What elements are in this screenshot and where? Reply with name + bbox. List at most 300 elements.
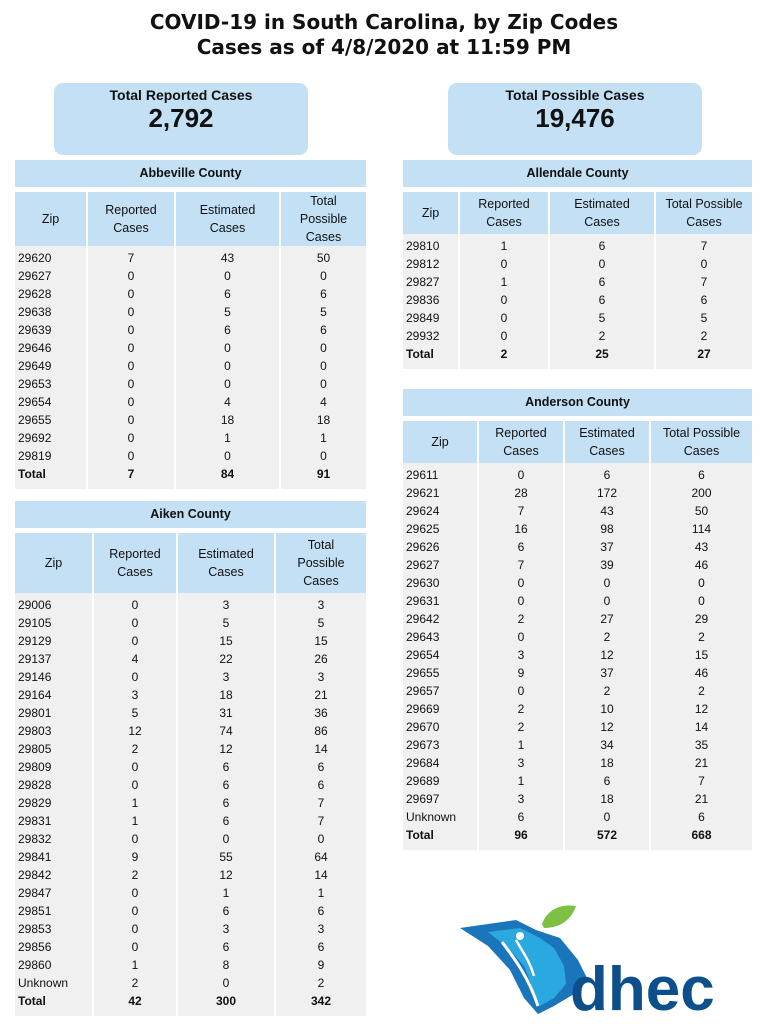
- reported-total: 2: [459, 345, 549, 363]
- column-header-row: [15, 192, 366, 246]
- total-possible-cell: 21: [694, 792, 709, 806]
- reported-cell: 0: [93, 830, 177, 848]
- table-row: [15, 830, 366, 848]
- estimated-cell: 37: [564, 664, 650, 682]
- reported-cell: 0: [87, 447, 175, 465]
- table-row: [15, 740, 366, 758]
- estimated-cell: 10: [564, 700, 650, 718]
- table-row: [15, 393, 366, 411]
- table-row: [403, 682, 752, 700]
- zip-cell: 29627: [15, 267, 87, 285]
- zip-cell: 29809: [15, 758, 93, 776]
- total-row: [15, 465, 366, 483]
- reported-cell: 0: [93, 884, 177, 902]
- table-row: [403, 718, 752, 736]
- estimated-cell: 6: [177, 938, 275, 956]
- reported-cell: 7: [478, 502, 564, 520]
- table-row: [15, 593, 366, 614]
- table-row: [403, 309, 752, 327]
- total-possible-cell: 2: [698, 684, 705, 698]
- reported-cell: 0: [87, 393, 175, 411]
- total-possible-cell: 6: [698, 468, 705, 482]
- reported-cell: 2: [478, 700, 564, 718]
- allendale-county-table: [403, 160, 752, 369]
- estimated-cell: 0: [564, 592, 650, 610]
- estimated-cell: 39: [564, 556, 650, 574]
- total-possible-cell: 2: [317, 976, 325, 990]
- reported-cell: 28: [478, 484, 564, 502]
- zip-column-header: Zip: [403, 192, 459, 234]
- estimated-cell: 0: [549, 255, 655, 273]
- end-spacer-row: [403, 363, 752, 369]
- estimated-cell: 22: [177, 650, 275, 668]
- table-row: [15, 794, 366, 812]
- total-possible-cell: 2: [700, 329, 708, 343]
- table-row: [15, 632, 366, 650]
- table-row: [403, 520, 752, 538]
- reported-cell: 0: [93, 920, 177, 938]
- estimated-total: 300: [177, 992, 275, 1010]
- table-row: [15, 447, 366, 465]
- reported-cell: 7: [87, 246, 175, 267]
- total-possible-box: [448, 83, 702, 155]
- table-row: [403, 574, 752, 592]
- reported-cell: 0: [87, 339, 175, 357]
- zip-table: [403, 421, 752, 850]
- zip-cell: 29137: [15, 650, 93, 668]
- zip-cell: 29849: [403, 309, 459, 327]
- zip-cell: 29624: [403, 502, 478, 520]
- estimated-cell: 55: [177, 848, 275, 866]
- reported-cell: 0: [87, 303, 175, 321]
- estimated-cell: 6: [177, 776, 275, 794]
- estimated-cell: 37: [564, 538, 650, 556]
- title-line-2: Cases as of 4/8/2020 at 11:59 PM: [196, 35, 572, 59]
- zip-cell: 29932: [403, 327, 459, 345]
- total-possible-cell: 6: [317, 904, 325, 918]
- total-possible-cell: 14: [314, 742, 328, 756]
- anderson-county-table: [403, 389, 752, 850]
- total-possible-cell: 64: [314, 850, 328, 864]
- estimated-cell: 27: [564, 610, 650, 628]
- table-row: [15, 758, 366, 776]
- reported-cell: 0: [459, 327, 549, 345]
- zip-cell: Unknown: [15, 974, 93, 992]
- zip-cell: 29853: [15, 920, 93, 938]
- zip-cell: 29626: [403, 538, 478, 556]
- table-row: [15, 614, 366, 632]
- zip-cell: 29841: [15, 848, 93, 866]
- zip-cell: 29654: [15, 393, 87, 411]
- total-possible-cell: 9: [317, 958, 325, 972]
- table-row: [15, 686, 366, 704]
- reported-cell: 0: [459, 255, 549, 273]
- zip-cell: 29847: [15, 884, 93, 902]
- estimated-cell: 3: [177, 920, 275, 938]
- zip-column-header: Zip: [15, 533, 93, 593]
- total-possible-cell: 0: [320, 341, 327, 355]
- zip-cell: 29649: [15, 357, 87, 375]
- table-row: [15, 411, 366, 429]
- estimated-cell: 74: [177, 722, 275, 740]
- total-row: [403, 826, 752, 844]
- reported-cell: 0: [93, 614, 177, 632]
- table-row: [15, 357, 366, 375]
- estimated-cell: 0: [175, 375, 280, 393]
- zip-cell: 29642: [403, 610, 478, 628]
- zip-cell: 29689: [403, 772, 478, 790]
- estimated-cell: 18: [564, 754, 650, 772]
- total-possible-cell: 3: [317, 922, 325, 936]
- table-row: [15, 267, 366, 285]
- reported-cell: 7: [478, 556, 564, 574]
- end-spacer-row: [403, 844, 752, 850]
- reported-cell: 1: [93, 794, 177, 812]
- zip-cell: 29673: [403, 736, 478, 754]
- reported-cell: 0: [478, 592, 564, 610]
- county-name: Anderson County: [403, 389, 752, 416]
- total-possible-cell: 26: [314, 652, 328, 666]
- zip-cell: 29631: [403, 592, 478, 610]
- total-row: [15, 992, 366, 1010]
- table-row: [15, 776, 366, 794]
- estimated-cell: 6: [549, 291, 655, 309]
- reported-cell: 0: [87, 321, 175, 339]
- table-row: [403, 736, 752, 754]
- zip-cell: 29832: [15, 830, 93, 848]
- total-possible-cell: 6: [317, 760, 325, 774]
- reported-cell: 0: [478, 574, 564, 592]
- estimated-cell: 0: [175, 267, 280, 285]
- total-possible-cell: 18: [316, 413, 331, 427]
- estimated-cell: 1: [177, 884, 275, 902]
- estimated-cell: 12: [564, 718, 650, 736]
- estimated-total: 25: [549, 345, 655, 363]
- column-header-row: [403, 421, 752, 463]
- total-possible-cell: 12: [694, 702, 709, 716]
- total-label: Total: [15, 465, 87, 483]
- total-possible-cell: 3: [317, 598, 325, 612]
- total-possible-cell: 0: [698, 576, 705, 590]
- zip-table: [15, 192, 366, 489]
- column-header-row: [403, 192, 752, 234]
- reported-cell: 2: [93, 974, 177, 992]
- total-row: [403, 345, 752, 363]
- zip-cell: 29627: [403, 556, 478, 574]
- estimated-cell: 18: [177, 686, 275, 704]
- estimated-cell: 8: [177, 956, 275, 974]
- total-possible-cell: 7: [317, 814, 325, 828]
- estimated-cell: 6: [175, 285, 280, 303]
- estimated-cell: 31: [177, 704, 275, 722]
- table-row: [403, 808, 752, 826]
- total-possible-cell: 1: [317, 886, 325, 900]
- total-possible-cell: 4: [320, 395, 327, 409]
- total-possible-cell: 35: [694, 738, 709, 752]
- reported-cell: 3: [478, 754, 564, 772]
- estimated-cell: 0: [564, 808, 650, 826]
- estimated-cell: 6: [549, 273, 655, 291]
- estimated-cell: 2: [549, 327, 655, 345]
- reported-cell: 0: [93, 776, 177, 794]
- table-row: [403, 628, 752, 646]
- estimated-total: 572: [564, 826, 650, 844]
- estimated-cell: 6: [564, 463, 650, 484]
- total-possible-cell: 114: [691, 522, 712, 536]
- zip-column-header: Zip: [15, 192, 87, 246]
- total-possible-cell: 86: [314, 724, 328, 738]
- reported-cell: 0: [459, 309, 549, 327]
- reported-cell: 0: [93, 632, 177, 650]
- reported-cell: 6: [478, 538, 564, 556]
- total-possible-cell: 6: [317, 940, 325, 954]
- end-spacer-row: [15, 483, 366, 489]
- zip-cell: 29801: [15, 704, 93, 722]
- zip-cell: 29146: [15, 668, 93, 686]
- zip-cell: 29655: [403, 664, 478, 682]
- total-possible-cell: 43: [694, 540, 709, 554]
- reported-cell: 0: [478, 628, 564, 646]
- reported-cell: 0: [87, 285, 175, 303]
- table-row: [15, 848, 366, 866]
- county-name: Allendale County: [403, 160, 752, 187]
- estimated-cell: 0: [175, 357, 280, 375]
- table-row: [15, 429, 366, 447]
- reported-cell: 2: [93, 740, 177, 758]
- reported-cell: 0: [87, 375, 175, 393]
- zip-cell: 29831: [15, 812, 93, 830]
- zip-column-header: Zip: [403, 421, 478, 463]
- leaf-icon: [542, 906, 576, 928]
- table-row: [15, 920, 366, 938]
- estimated-column-header: Estimated Cases: [177, 533, 275, 593]
- total-possible-cell: 6: [320, 323, 327, 337]
- table-row: [403, 754, 752, 772]
- reported-column-header: Reported Cases: [93, 533, 177, 593]
- table-row: [15, 938, 366, 956]
- total-possible-cell: 2: [698, 630, 705, 644]
- zip-cell: 29697: [403, 790, 478, 808]
- reported-cell: 0: [87, 267, 175, 285]
- reported-cell: 0: [87, 357, 175, 375]
- zip-cell: 29684: [403, 754, 478, 772]
- table-row: [15, 668, 366, 686]
- table-row: [403, 291, 752, 309]
- zip-cell: 29836: [403, 291, 459, 309]
- total-possible-cell: 46: [694, 558, 709, 572]
- reported-cell: 2: [478, 718, 564, 736]
- table-row: [403, 502, 752, 520]
- estimated-cell: 6: [175, 321, 280, 339]
- zip-cell: 29828: [15, 776, 93, 794]
- zip-cell: 29643: [403, 628, 478, 646]
- table-row: [15, 884, 366, 902]
- estimated-cell: 15: [177, 632, 275, 650]
- reported-cell: 1: [478, 736, 564, 754]
- zip-cell: 29856: [15, 938, 93, 956]
- zip-cell: 29639: [15, 321, 87, 339]
- zip-cell: 29655: [15, 411, 87, 429]
- estimated-cell: 12: [177, 740, 275, 758]
- reported-cell: 0: [93, 938, 177, 956]
- table-row: [15, 974, 366, 992]
- total-possible-cell: 5: [317, 616, 325, 630]
- zip-cell: 29620: [15, 246, 87, 267]
- estimated-cell: 5: [177, 614, 275, 632]
- estimated-cell: 6: [564, 772, 650, 790]
- zip-cell: 29653: [15, 375, 87, 393]
- reported-cell: 16: [478, 520, 564, 538]
- zip-cell: 29621: [403, 484, 478, 502]
- column-header-row: [15, 533, 366, 593]
- reported-cell: 1: [93, 812, 177, 830]
- estimated-cell: 6: [177, 902, 275, 920]
- reported-cell: 12: [93, 722, 177, 740]
- estimated-cell: 0: [175, 339, 280, 357]
- total-possible-cell: 0: [320, 269, 327, 283]
- estimated-cell: 0: [175, 447, 280, 465]
- zip-table: [15, 533, 366, 1016]
- zip-cell: 29851: [15, 902, 93, 920]
- reported-cell: 0: [459, 291, 549, 309]
- zip-cell: 29105: [15, 614, 93, 632]
- table-row: [15, 321, 366, 339]
- total-possible-cell: 7: [317, 796, 325, 810]
- estimated-cell: 43: [175, 246, 280, 267]
- table-row: [403, 646, 752, 664]
- zip-cell: 29669: [403, 700, 478, 718]
- total-possible-column-header: Total Possible Cases: [650, 421, 752, 463]
- total-possible-cell: 6: [698, 810, 705, 824]
- dhec-logo: [458, 902, 754, 1020]
- table-row: [15, 812, 366, 830]
- zip-cell: 29654: [403, 646, 478, 664]
- total-possible-cell: 15: [694, 648, 709, 662]
- reported-cell: 0: [478, 463, 564, 484]
- total-label: Total: [403, 826, 478, 844]
- zip-cell: 29670: [403, 718, 478, 736]
- estimated-cell: 2: [564, 628, 650, 646]
- zip-table: [403, 192, 752, 369]
- estimated-column-header: Estimated Cases: [175, 192, 280, 246]
- reported-cell: 2: [93, 866, 177, 884]
- estimated-cell: 34: [564, 736, 650, 754]
- total-possible-column-header: Total Possible Cases: [655, 192, 752, 234]
- abbeville-county-table: [15, 160, 366, 489]
- zip-cell: 29657: [403, 682, 478, 700]
- reported-cell: 4: [93, 650, 177, 668]
- table-row: [403, 772, 752, 790]
- estimated-cell: 2: [564, 682, 650, 700]
- total-reported-value: 2,792: [148, 103, 214, 133]
- table-row: [15, 303, 366, 321]
- reported-total: 7: [87, 465, 175, 483]
- reported-cell: 6: [478, 808, 564, 826]
- total-possible-cell: 7: [698, 774, 705, 788]
- total-possible-total: 342: [310, 994, 332, 1008]
- reported-cell: 9: [478, 664, 564, 682]
- total-reported-box: [54, 83, 308, 155]
- total-possible-cell: 7: [700, 239, 708, 253]
- estimated-cell: 0: [177, 974, 275, 992]
- reported-total: 96: [478, 826, 564, 844]
- table-row: [15, 902, 366, 920]
- estimated-cell: 6: [177, 758, 275, 776]
- total-reported-label: Total Reported Cases: [109, 87, 253, 103]
- estimated-cell: 6: [177, 794, 275, 812]
- estimated-column-header: Estimated Cases: [549, 192, 655, 234]
- estimated-cell: 12: [564, 646, 650, 664]
- reported-cell: 0: [93, 593, 177, 614]
- table-row: [403, 327, 752, 345]
- reported-cell: 1: [459, 273, 549, 291]
- table-row: [15, 650, 366, 668]
- total-possible-cell: 0: [317, 832, 325, 846]
- estimated-cell: 3: [177, 593, 275, 614]
- estimated-cell: 5: [549, 309, 655, 327]
- table-row: [15, 866, 366, 884]
- estimated-cell: 6: [549, 234, 655, 255]
- total-possible-cell: 36: [314, 706, 328, 720]
- zip-cell: 29805: [15, 740, 93, 758]
- total-possible-cell: 6: [700, 293, 708, 307]
- reported-column-header: Reported Cases: [478, 421, 564, 463]
- reported-cell: 0: [87, 429, 175, 447]
- county-name: Aiken County: [15, 501, 366, 528]
- zip-cell: 29129: [15, 632, 93, 650]
- zip-cell: 29164: [15, 686, 93, 704]
- table-row: [15, 285, 366, 303]
- zip-cell: 29819: [15, 447, 87, 465]
- zip-cell: 29630: [403, 574, 478, 592]
- table-row: [403, 556, 752, 574]
- table-row: [403, 610, 752, 628]
- zip-cell: 29860: [15, 956, 93, 974]
- total-possible-cell: 5: [700, 311, 708, 325]
- total-possible-value: 19,476: [535, 103, 615, 133]
- table-row: [15, 704, 366, 722]
- total-possible-column-header: Total Possible Cases: [280, 192, 366, 246]
- table-row: [403, 484, 752, 502]
- table-row: [403, 664, 752, 682]
- total-possible-cell: 29: [694, 612, 709, 626]
- estimated-cell: 98: [564, 520, 650, 538]
- reported-total: 42: [93, 992, 177, 1010]
- total-possible-cell: 3: [317, 670, 325, 684]
- total-possible-cell: 0: [320, 449, 327, 463]
- total-possible-cell: 15: [314, 634, 328, 648]
- reported-cell: 3: [478, 790, 564, 808]
- table-row: [403, 234, 752, 255]
- end-spacer-row: [15, 1010, 366, 1016]
- reported-cell: 5: [93, 704, 177, 722]
- zip-cell: 29829: [15, 794, 93, 812]
- table-row: [403, 255, 752, 273]
- reported-cell: 3: [93, 686, 177, 704]
- estimated-cell: 6: [177, 812, 275, 830]
- estimated-cell: 4: [175, 393, 280, 411]
- table-row: [15, 956, 366, 974]
- total-possible-total: 668: [691, 828, 712, 842]
- total-possible-cell: 6: [320, 287, 327, 301]
- total-possible-cell: 200: [691, 486, 712, 500]
- table-row: [403, 538, 752, 556]
- state-shape-icon: [460, 920, 588, 1014]
- estimated-cell: 18: [564, 790, 650, 808]
- zip-cell: 29842: [15, 866, 93, 884]
- total-possible-cell: 0: [320, 377, 327, 391]
- reported-cell: 0: [93, 758, 177, 776]
